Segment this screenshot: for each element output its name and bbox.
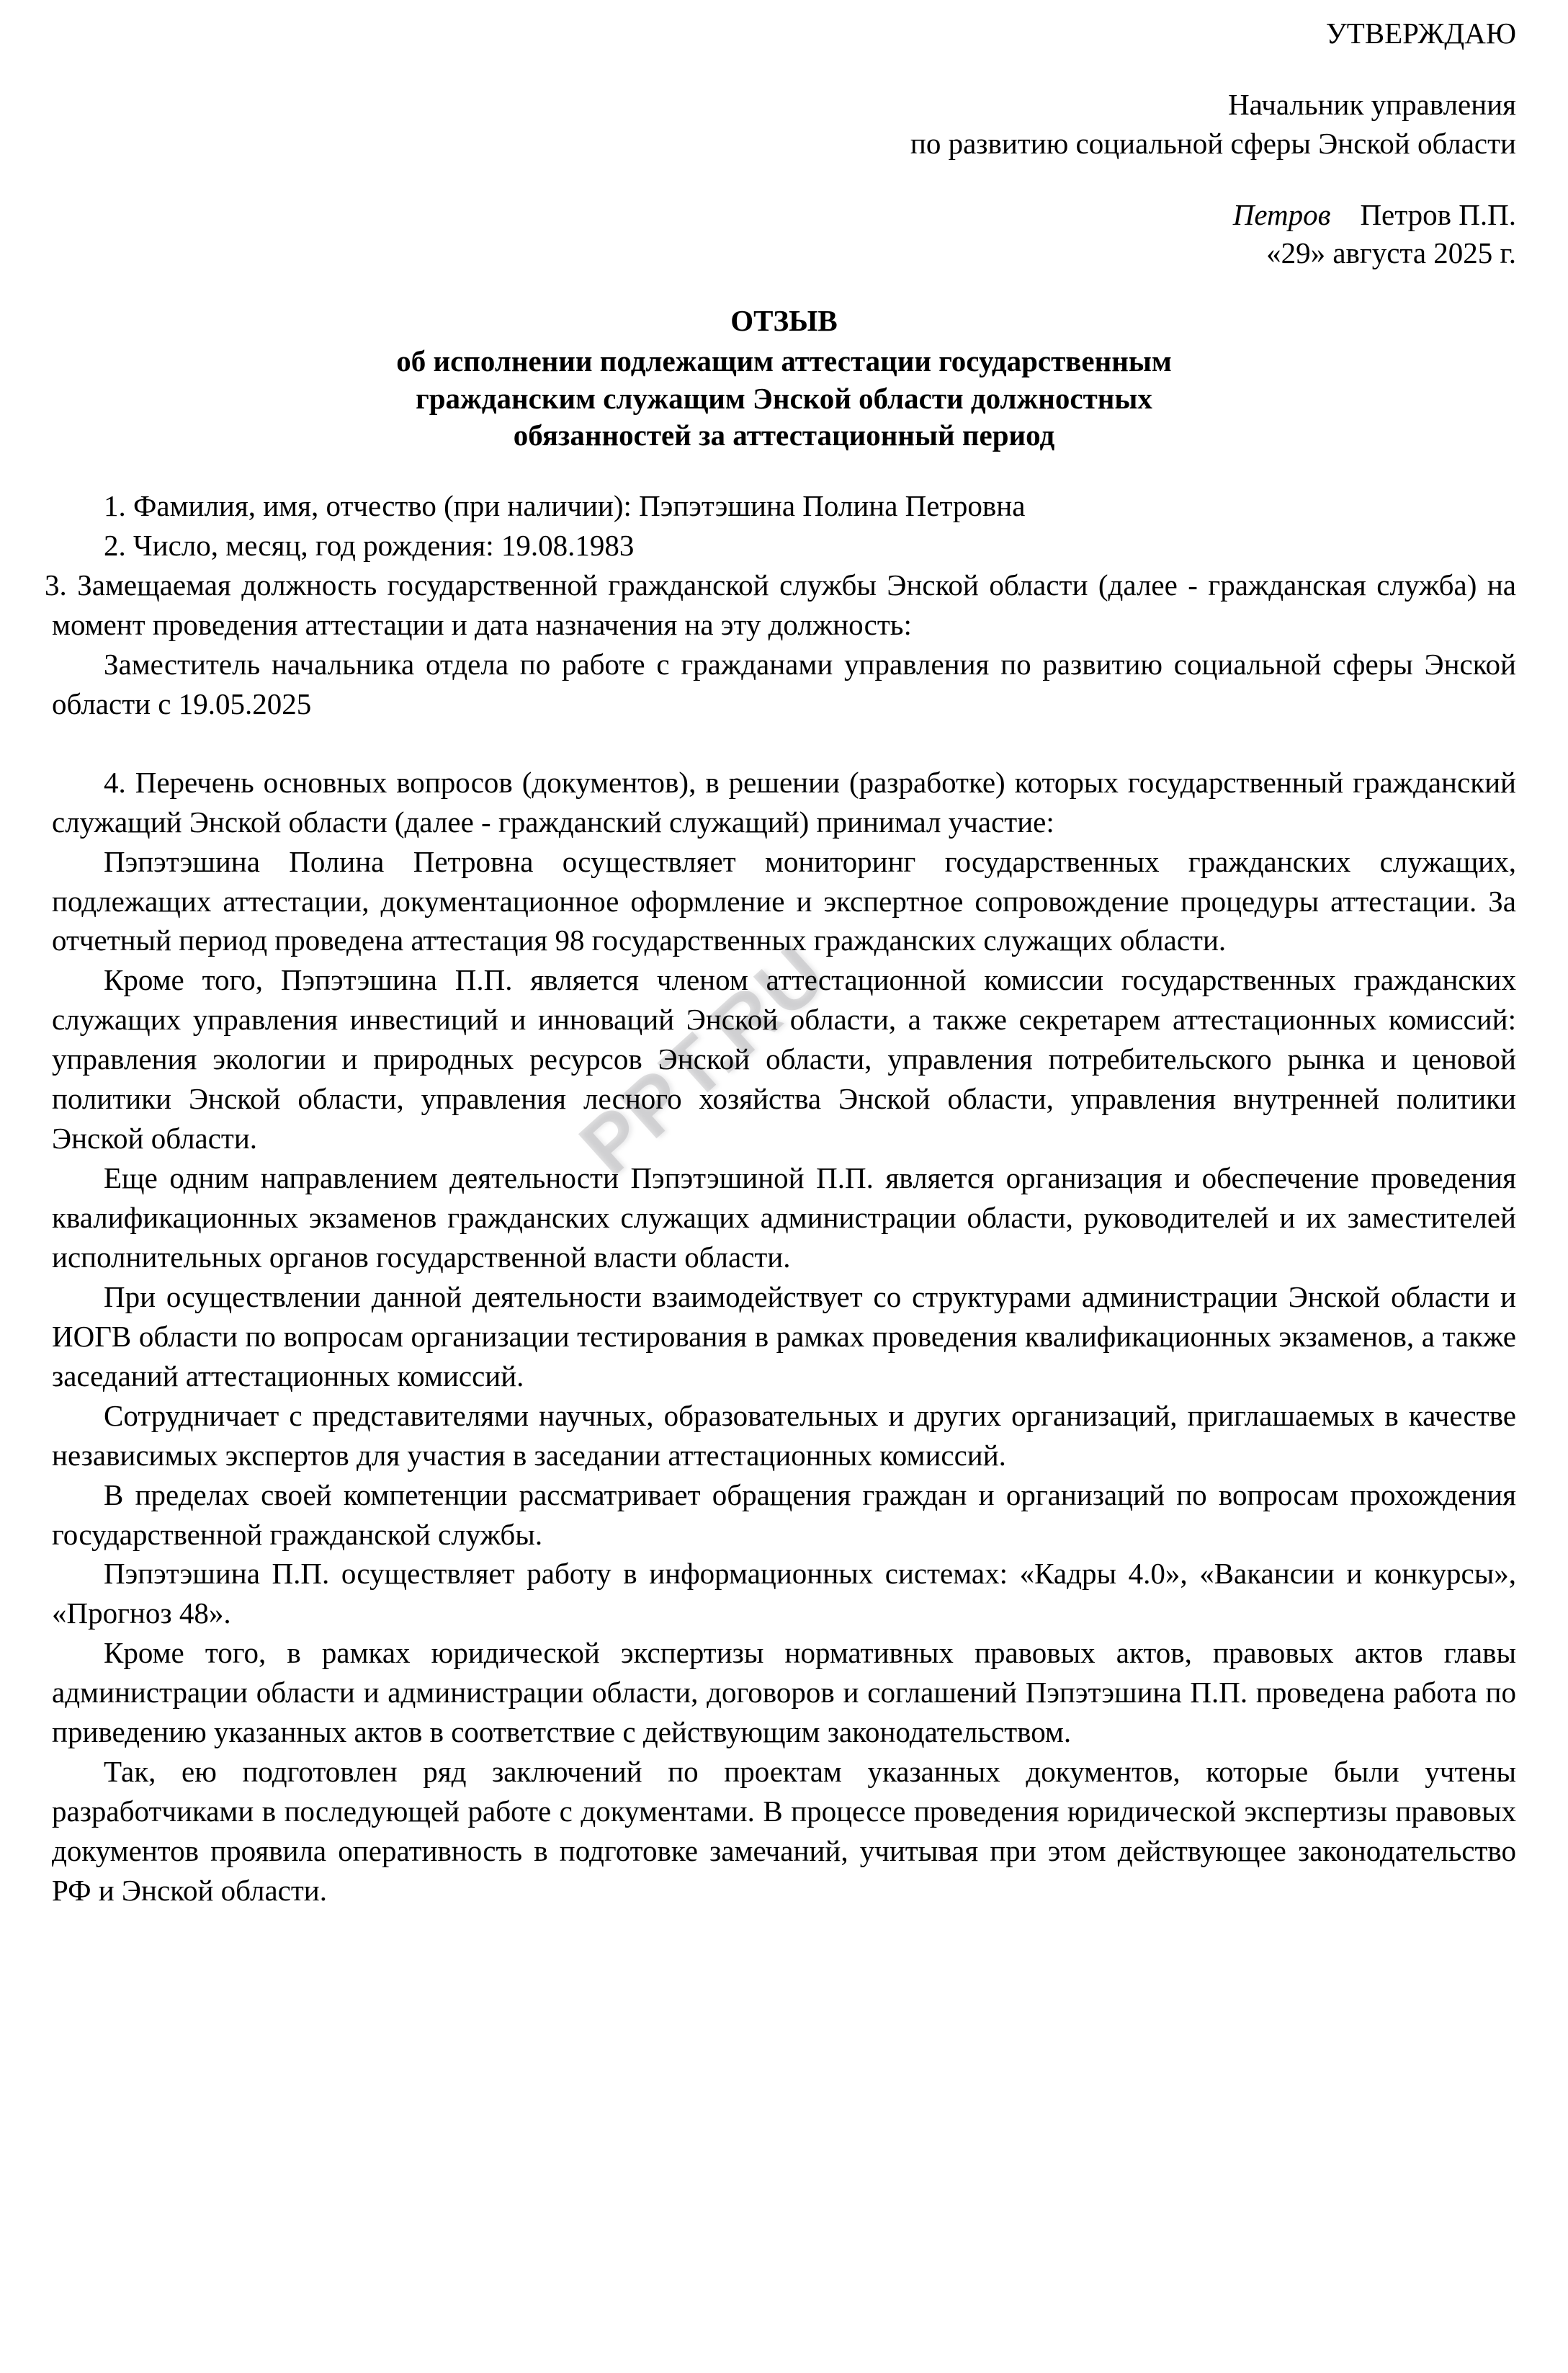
- signature-script: Петров: [1232, 197, 1331, 231]
- title-subtitle-line-1: об исполнении подлежащим аттестации государственным: [396, 344, 1172, 378]
- paragraph-information-systems: Пэпэтэшина П.П. осуществляет работу в информационных системах: «Кадры 4.0», «Вакансии и конкурсы», «Прогноз 48».: [52, 1557, 1516, 1630]
- approval-position-line-1: Начальник управления: [1228, 88, 1516, 122]
- approval-block: [52, 0, 1516, 272]
- document-content: [45, 0, 1516, 1911]
- paragraph-commission-membership: Кроме того, Пэпэтэшина П.П. является членом аттестационной комиссии государственных гражданских служащих управления инвестиций и инноваций Энской области, а также секретарем аттестационных комиссий: управления экологии и природных ресурсов Энской области, управления потребительского рынка и ценовой политики Энской области, управления лесного хозяйства Энской области, управления внутренней политики Энской области.: [52, 963, 1516, 1156]
- signature-name: Петров П.П.: [1360, 197, 1516, 231]
- title-subtitle-line-2: гражданским служащим Энской области должностных: [416, 381, 1152, 415]
- spacer: [52, 163, 1516, 196]
- title-subtitle-line-3: обязанностей за аттестационный период: [513, 419, 1055, 452]
- approval-position-line-2: по развитию социальной сферы Энской области: [910, 126, 1516, 160]
- field-item-4-scope-label: 4. Перечень основных вопросов (документов), в решении (разработке) которых государственный гражданский служащий Энской области (далее - гражданский служащий) принимал участие:: [52, 765, 1516, 839]
- paragraph-legal-expertise: Кроме того, в рамках юридической экспертизы нормативных правовых актов, правовых актов главы администрации области и администрации области, договоров и соглашений Пэпэтэшина П.П. проведена работа по приведению указанных актов в соответствие с действующим законодательством.: [52, 1636, 1516, 1749]
- paragraph-qualification-exams: Еще одним направлением деятельности Пэпэтэшиной П.П. является организация и обеспечение проведения квалификационных экзаменов гражданских служащих администрации области, руководителей и их заместителей исполнительных органов государственной власти области.: [52, 1161, 1516, 1274]
- paragraph-interaction-structures: При осуществлении данной деятельности взаимодействует со структурами администрации Энской области и ИОГВ области по вопросам организации тестирования в рамках проведения квалификационных экзаменов, а также заседаний аттестационных комиссий.: [52, 1279, 1516, 1393]
- page-title: [52, 303, 1516, 455]
- paragraph-monitoring: Пэпэтэшина Полина Петровна осуществляет мониторинг государственных гражданских служащих, подлежащих аттестации, документационное оформление и экспертное сопровождение процедуры аттестации. За отчетный период проведена аттестация 98 государственных гражданских служащих области.: [52, 844, 1516, 957]
- title-heading: ОТЗЫВ: [730, 304, 838, 338]
- field-item-3-position-label: 3. Замещаемая должность государственной гражданской службы Энской области (далее - гражданская служба) на момент проведения аттестации и дата назначения на эту должность:: [45, 568, 1516, 641]
- paragraph-independent-experts: Сотрудничает с представителями научных, образовательных и других организаций, приглашаемых в качестве независимых экспертов для участия в заседании аттестационных комиссий.: [52, 1398, 1516, 1472]
- field-item-2-birth-date: 2. Число, месяц, год рождения: 19.08.1983: [104, 529, 635, 563]
- field-item-1-full-name: 1. Фамилия, имя, отчество (при наличии): Пэпэтэшина Полина Петровна: [104, 489, 1026, 523]
- paragraph-citizen-appeals: В пределах своей компетенции рассматривает обращения граждан и организаций по вопросам прохождения государственной гражданской службы.: [52, 1478, 1516, 1551]
- watermark-ppt-ru: PPT.RU: [563, 926, 843, 1192]
- spacer: [52, 53, 1516, 86]
- document-body: [45, 486, 1516, 1911]
- field-item-3-position-value: Заместитель начальника отдела по работе с гражданами управления по развитию социальной сферы Энской области с 19.05.2025: [52, 647, 1516, 720]
- spacer: [52, 724, 1516, 763]
- paragraph-conclusions: Так, ею подготовлен ряд заключений по проектам указанных документов, которые были учтены разработчиками в последующей работе с документами. В процессе проведения юридической экспертизы правовых документов проявила оперативность в подготовке замечаний, учитывая при этом действующее законодательство РФ и Энской области.: [52, 1755, 1516, 1907]
- approval-word: УТВЕРЖДАЮ: [1325, 17, 1516, 50]
- signature-row: [52, 196, 1516, 234]
- approval-date: «29» августа 2025 г.: [1266, 236, 1516, 270]
